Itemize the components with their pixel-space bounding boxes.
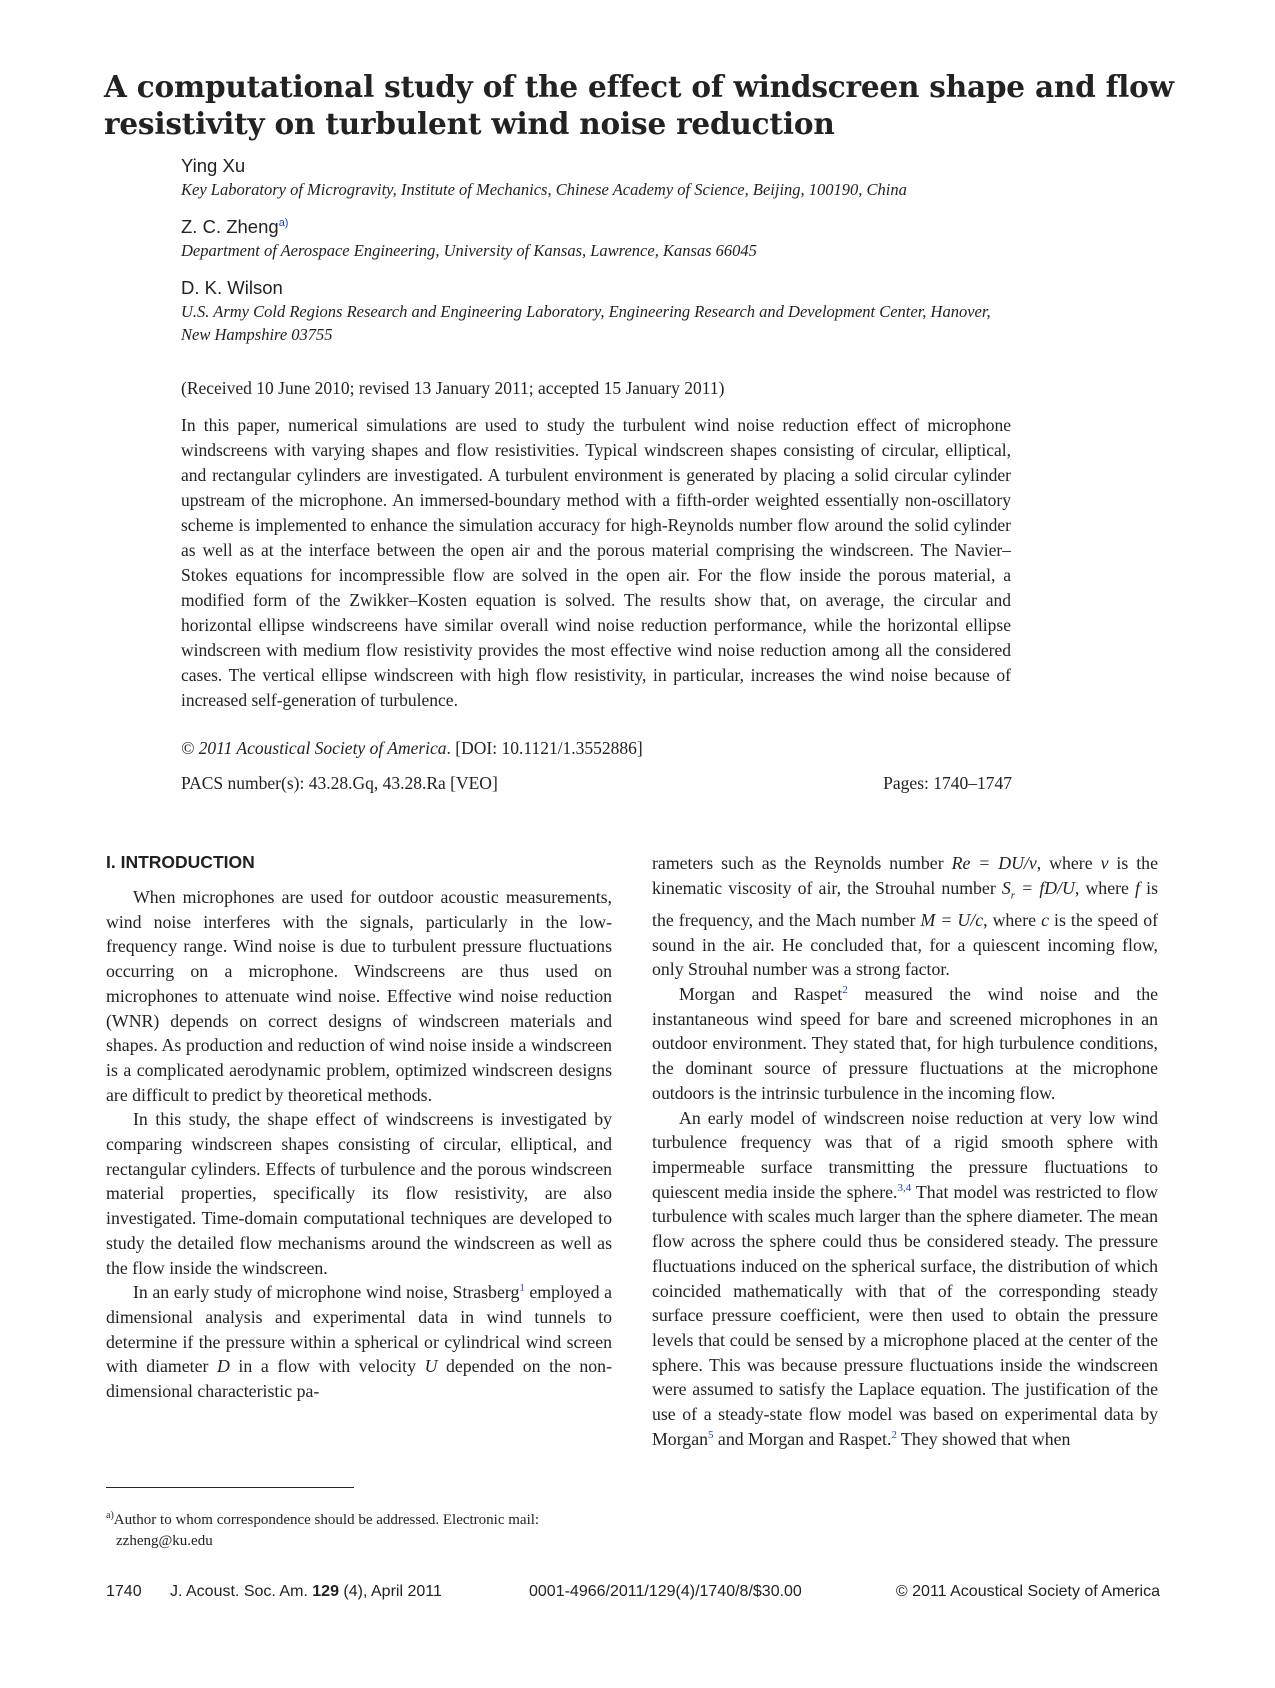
issn-code: 0001-4966/2011/129(4)/1740/8/$30.00 <box>529 1583 802 1600</box>
paragraph <box>652 1106 1158 1452</box>
abstract-copyright <box>181 738 643 759</box>
math-symbol: ν <box>1100 853 1109 873</box>
text: rameters such as the Reynolds number <box>652 853 952 873</box>
text: An early model of windscreen noise reduction at very low wind turbulence frequency was that of a rigid smooth sphere with impermeable surface transmitting the pressure fluctuations to quiescent media inside the sphere. <box>652 1107 1158 1202</box>
text: in a flow with velocity <box>229 1356 425 1377</box>
citation-link[interactable]: 5 <box>707 1428 714 1441</box>
abstract: In this paper, numerical simulations are used to study the turbulent wind noise reduction effect of microphone windscreens with varying shapes and flow resistivities. Typical windscreen shapes consisting of circular, elliptical, and rectangular cylinders are investigated. A turbulent environment is generated by placing a solid circular cylinder upstream of the microphone. An immersed-boundary method with a fifth-order weighted essentially non-oscillatory scheme is implemented to enhance the simulation accuracy for high-Reynolds number flow around the solid cylinder as well as at the interface between the open air and the porous material comprising the windscreen. The Navier–Stokes equations for incompressible flow are solved in the open air. For the flow inside the porous material, a modified form of the Zwikker–Kosten equation is solved. The results show that, on average, the circular and horizontal ellipse windscreens have similar overall wind noise reduction performance, while the horizontal ellipse windscreen with medium flow resistivity provides the most effective wind noise reduction among all the considered cases. The vertical ellipse windscreen with high flow resistivity, in particular, increases the wind noise because of increased self-generation of turbulence. <box>181 415 1011 710</box>
journal-issue: (4), April 2011 <box>338 1583 442 1600</box>
journal-citation <box>170 1583 442 1601</box>
text: , where <box>983 909 1042 930</box>
copyright-text: © 2011 Acoustical Society of America <box>181 738 447 758</box>
text: is the frequency, and the Mach number <box>652 877 1158 930</box>
paragraph <box>652 982 1158 1106</box>
text: , where <box>1036 853 1101 873</box>
footnote <box>106 1510 612 1552</box>
math-subscript: r <box>1010 889 1016 902</box>
text: measured the wind noise and the instantaneous wind speed for bare and screened microphones in an outdoor environment. They stated that, for high turbulence conditions, the dominant source of pressure fluctuations at the microphone outdoors is the intrinsic turbulence in the incoming flow. <box>652 984 1158 1103</box>
math-symbol: S <box>1001 877 1011 898</box>
paper-title: A computational study of the effect of windscreen shape and flow resistivity on turbulent wind noise reduction <box>104 69 1174 141</box>
footnote-mark: a) <box>106 1510 114 1521</box>
right-column <box>652 851 1158 1451</box>
footnote-text: Author to whom correspondence should be addressed. Electronic mail: <box>113 1512 540 1528</box>
text: That model was restricted to flow turbulence with scales much larger than the sphere diameter. The mean flow across the sphere could thus be considered steady. The pressure fluctuations induced on the spherical surface, the distribution of which coincided mathematically with that of the corresponding steady surface pressure coefficient, were then used to obtain the pressure levels that could be sensed by a microphone placed at the center of the sphere. This was because pressure fluctuations inside the windscreen were assumed to satisfy the Laplace equation. The justification of the use of a steady-state flow model was based on experimental data by Morgan <box>652 1181 1158 1449</box>
page-range: Pages: 1740–1747 <box>883 773 1012 793</box>
citation-link[interactable]: 2 <box>842 984 848 997</box>
math-symbol: U <box>424 1356 438 1377</box>
left-column <box>106 851 612 1404</box>
footnote-divider <box>106 1487 354 1488</box>
journal-volume: 129 <box>312 1583 339 1600</box>
citation-link[interactable]: 3,4 <box>897 1181 912 1194</box>
author-affiliation: U.S. Army Cold Regions Research and Engineering Laboratory, Engineering Research and Development Center, Hanover, New Hampshire 03755 <box>181 302 991 344</box>
footnote-email[interactable]: zzheng@ku.edu <box>116 1533 213 1549</box>
math-expression: M = U/c <box>920 909 984 930</box>
author-name <box>181 216 288 238</box>
math-symbol: c <box>1041 909 1049 930</box>
author-name-text: Z. C. Zheng <box>181 216 279 237</box>
author-affiliation: Department of Aerospace Engineering, University of Kansas, Lawrence, Kansas 66045 <box>181 241 757 260</box>
math-expression: Re = DU/ν <box>951 853 1037 873</box>
text: depended on the non-dimensional characteristic pa- <box>106 1356 612 1402</box>
paragraph <box>106 1280 612 1404</box>
footnote-link[interactable]: a) <box>278 216 289 229</box>
citation-link[interactable]: 1 <box>519 1282 525 1295</box>
math-symbol: f <box>1135 877 1140 898</box>
citation-link[interactable]: 2 <box>891 1428 897 1441</box>
author-name: Ying Xu <box>181 155 246 176</box>
section-heading: I. INTRODUCTION <box>106 852 255 872</box>
text: is the speed of sound in the air. He concluded that, for a quiescent incoming flow, only Strouhal number was a strong factor. <box>652 909 1159 980</box>
doi: . [DOI: 10.1121/1.3552886] <box>446 738 643 758</box>
journal-name: J. Acoust. Soc. Am. <box>170 1583 313 1600</box>
page-number: 1740 <box>106 1583 142 1600</box>
pacs-numbers: PACS number(s): 43.28.Gq, 43.28.Ra [VEO] <box>181 773 498 793</box>
math-expression: = fD/U <box>1015 877 1075 898</box>
math-symbol: D <box>217 1356 230 1377</box>
text: and Morgan and Raspet. <box>713 1428 892 1449</box>
paragraph: When microphones are used for outdoor acoustic measurements, wind noise interferes with the signals, particularly in the low-frequency range. Wind noise is due to turbulent pressure fluctuations occurring on a microphone. Windscreens are thus used on microphones to attenuate wind noise. Effective wind noise reduction (WNR) depends on correct designs of windscreen materials and shapes. As production and reduction of wind noise inside a windscreen is a complicated aerodynamic problem, optimized windscreen designs are difficult to predict by theoretical methods. <box>106 887 612 1105</box>
text: Morgan and Raspet <box>679 984 843 1005</box>
text: In an early study of microphone wind noise, Strasberg <box>133 1282 520 1303</box>
received-dates: (Received 10 June 2010; revised 13 January 2011; accepted 15 January 2011) <box>181 378 725 398</box>
paragraph <box>652 851 1158 982</box>
author-affiliation: Key Laboratory of Microgravity, Institute of Mechanics, Chinese Academy of Science, Beijing, 100190, China <box>181 180 907 199</box>
paragraph: In this study, the shape effect of windscreens is investigated by comparing windscreen shapes consisting of circular, elliptical, and rectangular cylinders. Effects of turbulence and the porous windscreen material properties, specifically its flow resistivity, are also investigated. Time-domain computational techniques are developed to study the detailed flow mechanisms around the windscreen as well as the flow inside the windscreen. <box>106 1109 612 1278</box>
footer-copyright: © 2011 Acoustical Society of America <box>895 1583 1160 1600</box>
text: They showed that when <box>896 1428 1071 1449</box>
text: employed a dimensional analysis and experimental data in wind tunnels to determine if the pressure within a spherical or cylindrical wind screen with diameter <box>106 1282 612 1377</box>
text: is the kinematic viscosity of air, the Strouhal number <box>652 853 1158 898</box>
text: , where <box>1074 877 1136 898</box>
author-name: D. K. Wilson <box>181 277 283 298</box>
